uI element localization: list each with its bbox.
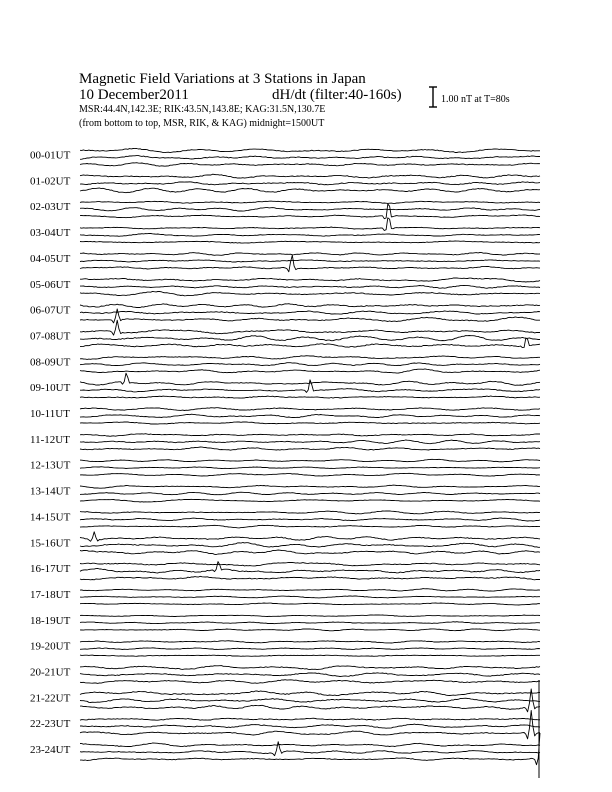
station-coordinates: MSR:44.4N,142.3E; RIK:43.5N,143.8E; KAG:31.5N,130.7E <box>79 104 326 115</box>
hour-label: 04-05UT <box>30 252 71 265</box>
trace-rik-08-09UT <box>80 363 540 366</box>
trace-kag-07-08UT <box>80 320 540 335</box>
trace-msr-07-08UT <box>80 338 540 348</box>
trace-kag-14-15UT <box>80 511 540 514</box>
trace-kag-05-06UT <box>80 278 540 282</box>
trace-msr-17-18UT <box>80 603 540 605</box>
trace-rik-12-13UT <box>80 467 540 469</box>
trace-kag-04-05UT <box>80 253 540 256</box>
trace-msr-02-03UT <box>80 204 540 219</box>
trace-kag-03-04UT <box>80 218 540 231</box>
trace-msr-12-13UT <box>80 473 540 476</box>
hour-label: 12-13UT <box>30 459 71 472</box>
hour-label: 06-07UT <box>30 304 71 317</box>
trace-rik-21-22UT <box>80 698 540 702</box>
trace-rik-10-11UT <box>80 414 540 417</box>
trace-rik-01-02UT <box>80 182 540 185</box>
trace-msr-19-20UT <box>80 655 540 656</box>
trace-msr-11-12UT <box>80 447 540 450</box>
hour-label: 14-15UT <box>30 511 71 524</box>
trace-kag-18-19UT <box>80 615 540 617</box>
trace-rik-07-08UT <box>80 336 540 341</box>
trace-kag-01-02UT <box>80 174 540 178</box>
trace-rik-06-07UT <box>80 311 540 314</box>
hour-label: 09-10UT <box>30 382 71 395</box>
trace-rik-05-06UT <box>80 285 540 288</box>
trace-kag-22-23UT <box>80 718 540 720</box>
trace-msr-09-10UT <box>80 396 540 398</box>
trace-kag-21-22UT <box>80 691 540 696</box>
hour-label: 11-12UT <box>30 433 70 446</box>
trace-rik-02-03UT <box>80 208 540 212</box>
trace-msr-00-01UT <box>80 163 540 167</box>
trace-kag-11-12UT <box>80 434 540 437</box>
trace-msr-18-19UT <box>80 629 540 631</box>
trace-msr-20-21UT <box>80 680 540 684</box>
hour-label: 18-19UT <box>30 614 71 627</box>
trace-kag-10-11UT <box>80 408 540 411</box>
trace-kag-02-03UT <box>80 201 540 203</box>
hour-label: 05-06UT <box>30 278 71 291</box>
trace-rik-19-20UT <box>80 648 540 650</box>
trace-rik-15-16UT <box>80 543 540 548</box>
scale-label: 1.00 nT at T=80s <box>441 94 510 105</box>
chart-quantity: dH/dt (filter:40-160s) <box>272 87 402 103</box>
trace-rik-14-15UT <box>80 518 540 521</box>
hour-label: 02-03UT <box>30 201 71 214</box>
trace-msr-03-04UT <box>80 241 540 243</box>
trace-msr-22-23UT <box>80 711 540 739</box>
trace-msr-04-05UT <box>80 255 540 272</box>
hour-label: 23-24UT <box>30 744 71 757</box>
hour-label: 10-11UT <box>30 408 70 420</box>
trace-kag-23-24UT <box>80 743 540 747</box>
hour-label: 03-04UT <box>30 227 71 240</box>
trace-kag-09-10UT <box>80 373 540 385</box>
trace-msr-10-11UT <box>80 422 540 424</box>
hour-label: 01-02UT <box>30 175 71 188</box>
hour-label: 21-22UT <box>30 692 71 705</box>
trace-msr-14-15UT <box>80 525 540 528</box>
trace-rik-22-23UT <box>80 724 540 728</box>
trace-msr-23-24UT <box>80 733 540 765</box>
trace-rik-00-01UT <box>80 156 540 160</box>
hour-label: 17-18UT <box>30 588 71 601</box>
hour-label: 08-09UT <box>30 356 71 369</box>
trace-rik-13-14UT <box>80 492 540 495</box>
trace-rik-03-04UT <box>80 233 540 236</box>
hour-label: 07-08UT <box>30 330 71 343</box>
trace-rik-04-05UT <box>80 260 540 262</box>
hour-label: 00-01UT <box>30 149 71 162</box>
trace-msr-15-16UT <box>80 550 540 555</box>
trace-msr-05-06UT <box>80 291 540 295</box>
trace-rik-11-12UT <box>80 440 540 444</box>
trace-kag-13-14UT <box>80 485 540 488</box>
trace-kag-16-17UT <box>80 562 540 566</box>
hour-label: 22-23UT <box>30 718 71 731</box>
hour-label: 19-20UT <box>30 640 71 653</box>
chart-date: 10 December2011 <box>79 87 189 103</box>
trace-order-note: (from bottom to top, MSR, RIK, & KAG) midnight=1500UT <box>79 118 325 129</box>
trace-rik-18-19UT <box>80 622 540 624</box>
trace-rik-20-21UT <box>80 673 540 677</box>
trace-rik-09-10UT <box>80 380 540 393</box>
trace-kag-20-21UT <box>80 666 540 670</box>
trace-msr-13-14UT <box>80 499 540 502</box>
hour-label: 13-14UT <box>30 485 71 498</box>
trace-rik-17-18UT <box>80 596 540 598</box>
trace-kag-08-09UT <box>80 356 540 360</box>
trace-kag-19-20UT <box>80 641 540 643</box>
hour-label: 20-21UT <box>30 666 71 679</box>
trace-kag-00-01UT <box>80 149 540 153</box>
trace-kag-06-07UT <box>80 304 540 308</box>
trace-msr-01-02UT <box>80 188 540 193</box>
trace-kag-12-13UT <box>80 459 540 462</box>
chart-title: Magnetic Field Variations at 3 Stations in Japan <box>79 71 366 87</box>
trace-kag-17-18UT <box>80 589 540 592</box>
trace-msr-16-17UT <box>80 576 540 580</box>
trace-msr-08-09UT <box>80 369 540 373</box>
hour-label: 15-16UT <box>30 537 71 550</box>
hour-label: 16-17UT <box>30 563 71 576</box>
trace-kag-15-16UT <box>80 532 540 542</box>
